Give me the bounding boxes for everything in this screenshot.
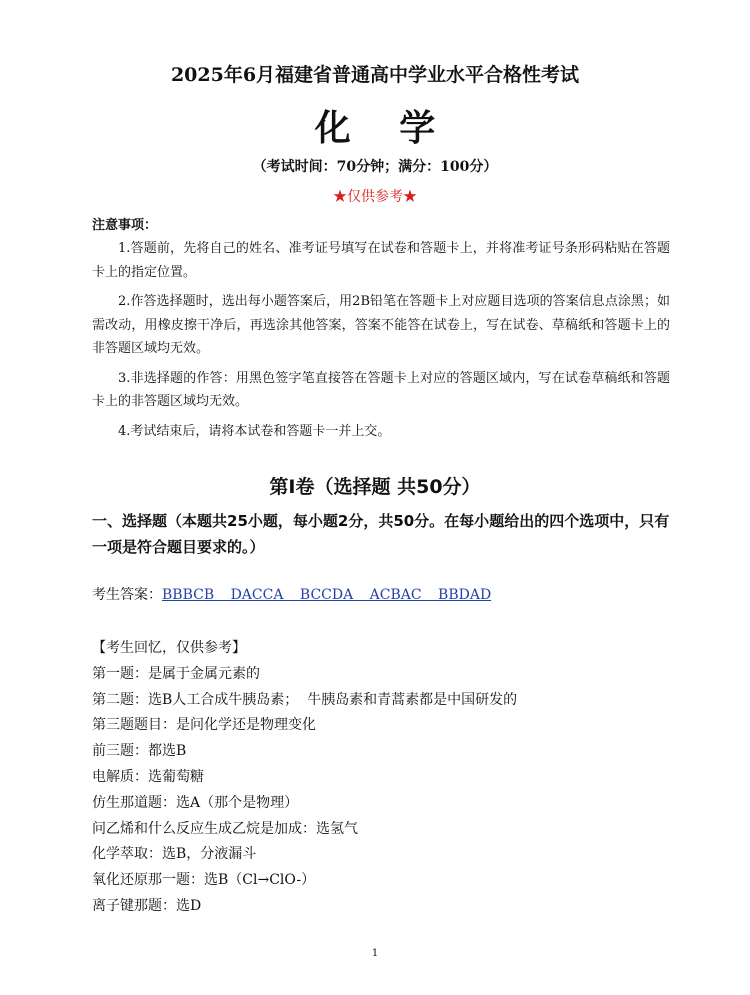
notice-list — [92, 237, 670, 449]
answer-key — [92, 584, 491, 604]
notice-item: 3.非选择题的作答：用黑色签字笔直接答在答题卡上对应的答题区域内，写在试卷草稿纸和答题卡上的非答题区域均无效。 — [92, 370, 670, 409]
answer-key-label: 考生答案： — [92, 587, 162, 603]
answer-key-link[interactable]: BBBCB DACCA BCCDA ACBAC BBDAD — [162, 587, 492, 603]
reference-only-badge: ★仅供参考★ — [333, 189, 417, 205]
recall-notes — [92, 636, 672, 920]
recall-line: 前三题：都选B — [92, 743, 187, 760]
exam-info: （考试时间：70分钟；满分：100分） — [252, 159, 498, 175]
recall-line: 化学萃取：选B，分液漏斗 — [92, 846, 257, 863]
recall-line: 第三题题目：是问化学还是物理变化 — [92, 717, 316, 734]
exam-title: 2025年6月福建省普通高中学业水平合格性考试 — [170, 64, 580, 86]
section-title: 第Ⅰ卷（选择题 共50分） — [269, 476, 481, 498]
recall-line: 第二题：选B人工合成牛胰岛素； 牛胰岛素和青蒿素都是中国研发的 — [92, 691, 518, 708]
recall-line: 仿生那道题：选A（那个是物理） — [92, 794, 299, 811]
notice-item: 4.考试结束后，请将本试卷和答题卡一并上交。 — [118, 423, 391, 439]
notice-item: 2.作答选择题时，选出每小题答案后，用2B铅笔在答题卡上对应题目选项的答案信息点涂黑；如需改动，用橡皮擦干净后，再选涂其他答案，答案不能答在试卷上，写在试卷、草稿纸和答题卡上的非答题区域均无效。 — [92, 294, 670, 356]
recall-line: 氧化还原那一题：选B（Cl→ClO-） — [92, 872, 316, 889]
subject-title: 化 学 — [314, 107, 454, 149]
notice-heading: 注意事项： — [92, 218, 158, 233]
recall-line: 问乙烯和什么反应生成乙烷是加成：选氢气 — [92, 820, 358, 837]
recall-line: 第一题：是属于金属元素的 — [92, 665, 260, 682]
recall-line: 电解质：选葡萄糖 — [92, 768, 204, 785]
page-number: 1 — [371, 948, 379, 959]
section-description: 一、选择题（本题共25小题，每小题2分，共50分。在每小题给出的四个选项中，只有一项是符合题目要求的。） — [92, 512, 670, 556]
recall-heading: 【考生回忆，仅供参考】 — [92, 640, 246, 656]
recall-line: 离子键那题：选D — [92, 897, 202, 914]
notice-item: 1.答题前，先将自己的姓名、准考证号填写在试卷和答题卡上，并将准考证号条形码粘贴在答题卡上的指定位置。 — [92, 241, 670, 280]
